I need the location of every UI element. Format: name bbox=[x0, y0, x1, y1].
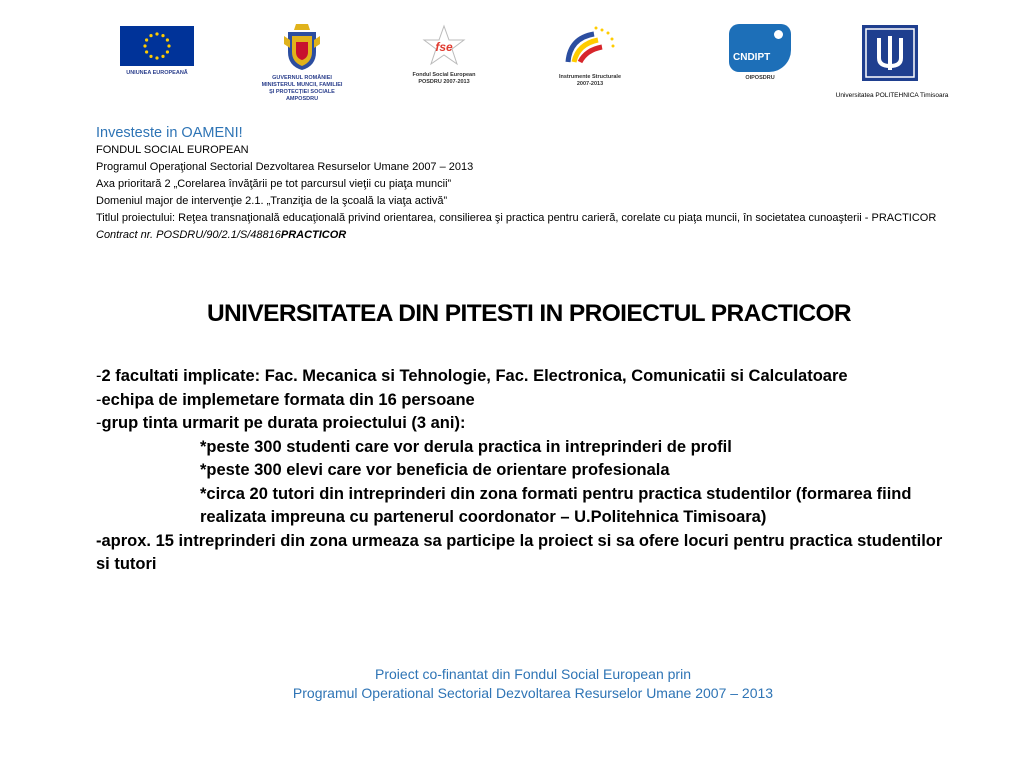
government-caption: GUVERNUL ROMÂNIEI MINISTERUL MUNCII, FAMILIEI ȘI PROTECȚIEI SOCIALE AMPOSDRU bbox=[261, 75, 343, 102]
sub-item: *circa 20 tutori din intreprinderi din zona formati pentru practica studentilor (formarea fiind realizata impreuna cu partenerul coordonator – U.Politehnica Timisoara) bbox=[200, 484, 912, 526]
content-list bbox=[96, 365, 946, 577]
upt-logo bbox=[861, 24, 919, 82]
header-line: Axa prioritară 2 „Corelarea învăţării pe tot parcursul vieţii cu piaţa muncii” bbox=[96, 178, 452, 190]
contract-bold: PRACTICOR bbox=[280, 229, 347, 241]
upt-logo-icon bbox=[861, 24, 919, 82]
contract-number bbox=[96, 227, 976, 244]
instrumente-structurale-icon bbox=[560, 22, 620, 70]
sub-item: *peste 300 elevi care vor beneficia de orientare profesionala bbox=[200, 461, 670, 479]
sub-item: *peste 300 studenti care vor derula practica in intreprinderi de profil bbox=[200, 437, 732, 456]
header-line: Domeniul major de intervenţie 2.1. „Tranziţia de la şcoală la viaţa activă” bbox=[96, 195, 448, 207]
main-title: UNIVERSITATEA DIN PITESTI IN PROIECTUL PRACTICOR bbox=[206, 300, 852, 327]
eu-logo bbox=[112, 26, 202, 77]
header-line: Titlul proiectului: Reţea transnaţională educaţională privind orientarea, consilierea şi practica pentru carieră, corelate cu piaţa muncii, în societatea cunoaşterii - PRACTICOR bbox=[96, 212, 937, 224]
cndipt-badge-text: CNDIPT bbox=[733, 52, 771, 63]
cndipt-caption: OIPOSDRU bbox=[745, 75, 775, 81]
svg-text:fse: fse bbox=[435, 40, 453, 54]
instrumente-structurale-caption: Instrumente Structurale 2007-2013 bbox=[558, 74, 622, 87]
header-title: Investeste in OAMENI! bbox=[96, 125, 243, 141]
footer-line: Programul Operational Sectorial Dezvoltarea Resurselor Umane 2007 – 2013 bbox=[292, 685, 774, 701]
romania-coat-of-arms-icon bbox=[282, 22, 322, 72]
list-item: -echipa de implemetare formata din 16 persoane bbox=[96, 390, 475, 409]
list-item: -grup tinta urmarit pe durata proiectului (3 ani): bbox=[96, 414, 466, 432]
fse-star-logo-icon bbox=[418, 24, 470, 68]
list-item: -2 facultati implicate: Fac. Mecanica si Tehnologie, Fac. Electronica, Comunicatii si Calculatoare bbox=[96, 367, 848, 385]
eu-caption: UNIUNEA EUROPEANĂ bbox=[126, 70, 188, 76]
instrumente-structurale-logo bbox=[540, 22, 640, 88]
contract-prefix: Contract nr. POSDRU/90/2.1/S/48816 bbox=[96, 229, 281, 241]
footer bbox=[0, 665, 1024, 703]
header-line: Programul Operaţional Sectorial Dezvoltarea Resurselor Umane 2007 – 2013 bbox=[96, 161, 474, 173]
header-line: FONDUL SOCIAL EUROPEAN bbox=[96, 144, 249, 156]
cndipt-logo-icon bbox=[729, 24, 791, 72]
project-header bbox=[96, 124, 976, 244]
cndipt-logo bbox=[724, 24, 796, 82]
fse-caption: Fondul Social European POSDRU 2007-2013 bbox=[412, 72, 476, 85]
fse-logo bbox=[396, 24, 492, 86]
upt-caption: Universitatea POLITEHNICA Timisoara bbox=[835, 92, 949, 99]
footer-line: Proiect co-finantat din Fondul Social European prin bbox=[375, 666, 691, 682]
government-logo bbox=[244, 22, 360, 103]
eu-flag-icon bbox=[120, 26, 194, 66]
list-item: -aprox. 15 intreprinderi din zona urmeaza sa participe la proiect si sa ofere locuri pentru practica studentilor si tutori bbox=[96, 531, 943, 573]
